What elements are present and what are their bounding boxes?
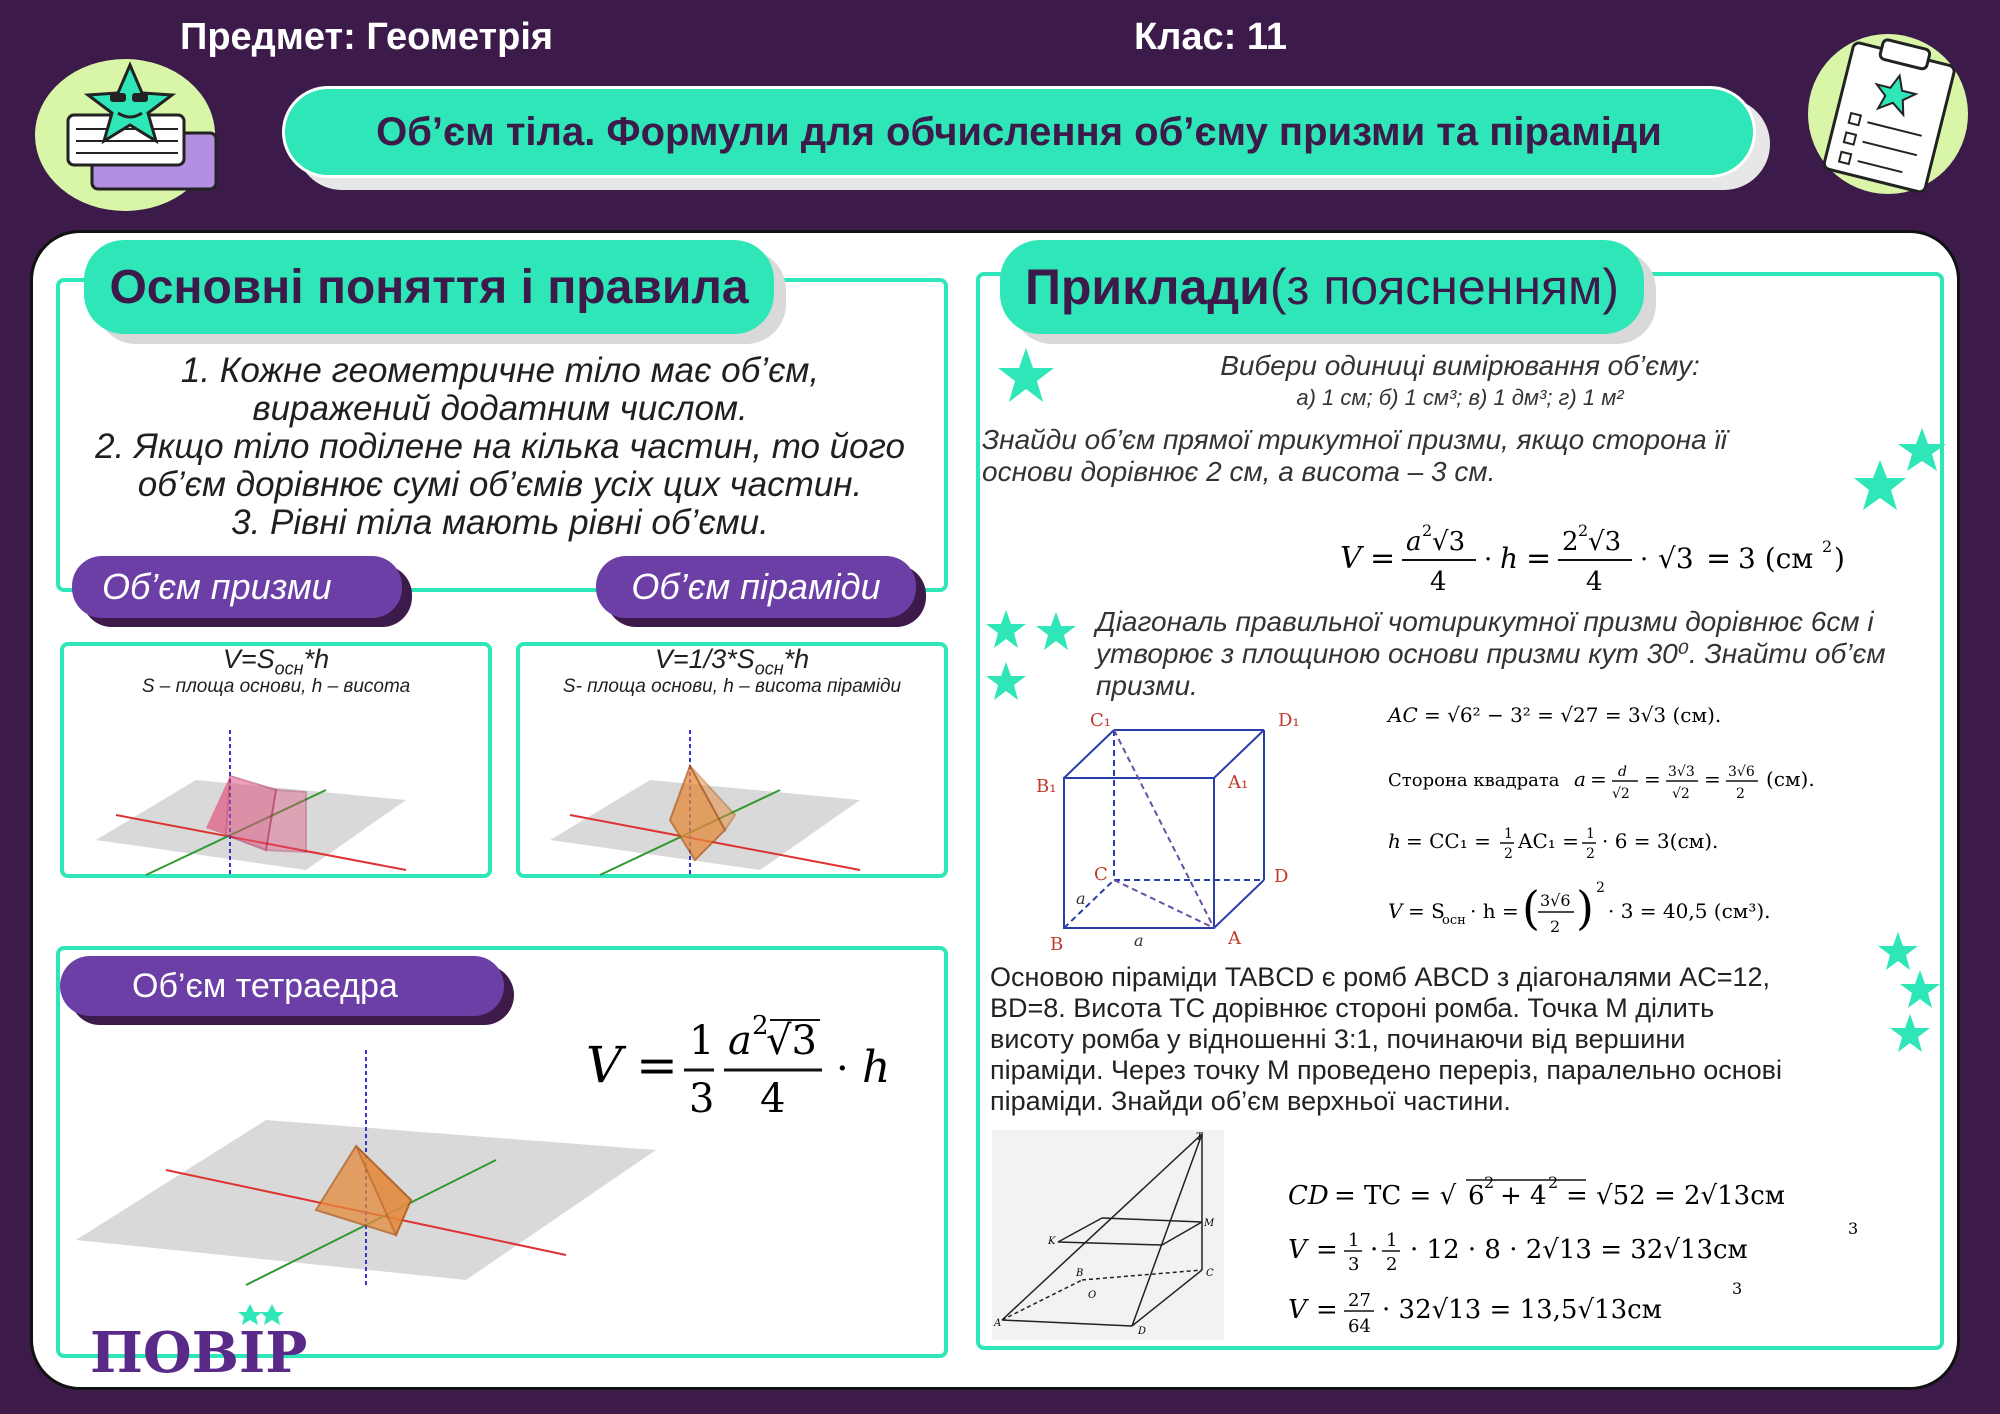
ex2-formula (1340, 510, 1860, 605)
svg-text:O: O (1088, 1290, 1097, 1301)
svg-text:2: 2 (1386, 1254, 1398, 1275)
pyramid-label: Об’єм піраміди (596, 556, 916, 618)
svg-text:2: 2 (1422, 521, 1433, 540)
svg-text:=: = (1644, 767, 1661, 791)
svg-text:= TC = √: = TC = √ (1334, 1181, 1457, 1211)
svg-text:· 32√13 = 13,5√13см: · 32√13 = 13,5√13см (1382, 1295, 1662, 1325)
rule-line: виражений додатним числом. (252, 389, 748, 428)
svg-text:B: B (1076, 1268, 1084, 1279)
svg-text:=: = (1704, 767, 1721, 791)
svg-text:T: T (1196, 1132, 1203, 1143)
svg-text:= CC₁ =: = CC₁ = (1406, 829, 1491, 853)
svg-text:1: 1 (1386, 1230, 1398, 1251)
svg-text:2: 2 (1550, 917, 1561, 936)
ex2-text (982, 424, 1862, 488)
svg-text:A: A (994, 1318, 1002, 1329)
svg-text:AC: AC (1388, 703, 1418, 727)
prism-label: Об’єм призми (72, 556, 402, 618)
ex3-cube-figure (1034, 708, 1324, 963)
ex3-step2-label: Сторона квадрата (1388, 770, 1560, 791)
svg-text:V: V (1288, 1235, 1307, 1265)
svg-text:+ 4: + 4 (1500, 1181, 1547, 1211)
svg-text:1: 1 (1586, 826, 1595, 842)
svg-text:3: 3 (689, 1076, 715, 1122)
svg-text:=: = (1316, 1235, 1338, 1265)
examples-heading-bold: Приклади (1024, 259, 1270, 315)
svg-text:V: V (586, 1036, 623, 1094)
svg-text:3√3: 3√3 (1668, 764, 1695, 780)
svg-text:осн: осн (1442, 913, 1466, 928)
svg-text:h: h (1388, 829, 1401, 853)
povir-logo (90, 1300, 320, 1380)
svg-text:· 12 · 8 · 2√13 = 32√13см: · 12 · 8 · 2√13 = 32√13см (1410, 1235, 1748, 1265)
vertex-label: A (1228, 928, 1241, 949)
svg-text:= √6² − 3² = √27 = 3√3 (см).: = √6² − 3² = √27 = 3√3 (см). (1424, 703, 1722, 727)
svg-text:a: a (1406, 527, 1422, 557)
vertex-label: D (1274, 866, 1289, 887)
rule-line: 1. Кожне геометричне тіло має об’єм, (180, 351, 820, 390)
svg-text:· h =: · h = (1470, 899, 1519, 923)
ex4-solution (1286, 1168, 1886, 1353)
svg-text:2: 2 (1504, 846, 1513, 862)
rule-line: об’єм дорівнює сумі об’ємів усіх цих частин. (137, 465, 863, 504)
edge-label: a (1134, 931, 1144, 950)
svg-text:√2: √2 (1612, 786, 1630, 802)
grade-label: Клас: 11 (1134, 16, 1287, 58)
prism-formula-sub: осн (274, 658, 304, 679)
svg-text:1: 1 (1348, 1230, 1360, 1251)
vertex-label: A₁ (1228, 772, 1249, 793)
pyramid-formula-v: V=1/3*S (654, 644, 755, 674)
page-title: Об’єм тіла. Формули для обчислення об’єму призми та піраміди (282, 86, 1756, 178)
pyramid-3d-figure (540, 720, 880, 885)
svg-text:4: 4 (1430, 567, 1447, 597)
ex4-line: Основою піраміди TABCD є ромб ABCD з діагоналями AC=12, (990, 962, 1771, 992)
pyramid-note: S- площа основи, h – висота піраміди (562, 676, 902, 697)
svg-text:3: 3 (1348, 1254, 1360, 1275)
svg-text:1: 1 (689, 1018, 715, 1064)
svg-text:D: D (1138, 1326, 1147, 1337)
stars-cluster-icon (1868, 930, 1958, 1060)
svg-text:V: V (1288, 1295, 1307, 1325)
svg-text:K: K (1048, 1236, 1056, 1247)
svg-text:√3: √3 (766, 1018, 817, 1064)
ex4-text (990, 962, 1870, 1117)
clipboard-illustration (1800, 22, 1970, 202)
ex4-line: піраміди. Через точку M проведено переріз, паралельно основі (990, 1055, 1783, 1085)
svg-text:=: = (1370, 541, 1396, 576)
svg-text:4: 4 (1586, 567, 1603, 597)
ex2-line: основи дорівнює 2 см, а висота – 3 см. (982, 456, 1496, 487)
ex4-line: піраміди. Знайди об’єм верхньої частини. (990, 1086, 1511, 1116)
ex3-text (1096, 606, 1916, 702)
pyramid-formula-sub: осн (754, 658, 784, 679)
ex3-line: призми. (1096, 670, 1198, 701)
svg-text:V: V (1388, 899, 1403, 923)
svg-text:·: · (1370, 1235, 1379, 1265)
svg-text:2: 2 (1586, 846, 1595, 862)
ex1-question: Вибери одиниці вимірювання об’єму: (1220, 350, 1700, 381)
svg-text:2: 2 (1484, 1173, 1495, 1192)
svg-text:V: V (1340, 541, 1362, 576)
svg-text:3√6: 3√6 (1540, 891, 1571, 910)
prism-formula-v: V=S (222, 644, 275, 674)
svg-text:2: 2 (1562, 527, 1579, 557)
vertex-label: B (1050, 934, 1064, 955)
svg-text:2: 2 (1736, 786, 1745, 802)
rule-line: 3. Рівні тіла мають рівні об’єми. (231, 503, 769, 542)
tetra-label: Об’єм тетраедра (60, 956, 504, 1016)
svg-text:·: · (1640, 545, 1649, 575)
prism-note: S – площа основи, h – висота (141, 676, 411, 697)
svg-text:=: = (1706, 541, 1732, 576)
ex4-pyramid-figure (992, 1130, 1224, 1340)
edge-label: a (1076, 889, 1086, 908)
svg-text:· 6 = 3(см).: · 6 = 3(см). (1602, 829, 1719, 853)
prism-formula (60, 644, 492, 679)
svg-text:= S: = S (1408, 899, 1445, 923)
svg-text:3: 3 (1848, 1219, 1859, 1238)
svg-text:h: h (1500, 542, 1519, 575)
vertex-label: D₁ (1278, 710, 1300, 731)
tetra-3d-figure (66, 1040, 666, 1295)
svg-text:=: = (1590, 767, 1607, 791)
svg-text:27: 27 (1348, 1290, 1371, 1311)
tetra-formula (586, 1000, 916, 1145)
svg-text:a: a (1574, 767, 1586, 791)
svg-text:1: 1 (1504, 826, 1513, 842)
svg-text:): ) (1834, 542, 1845, 575)
ex4-line: висоту ромба у відношенні 3:1, починаючи від вершини (990, 1024, 1686, 1054)
svg-text:64: 64 (1348, 1316, 1371, 1337)
svg-text:AC₁ =: AC₁ = (1518, 829, 1579, 853)
svg-text:√3: √3 (1432, 527, 1466, 557)
svg-text:4: 4 (760, 1076, 786, 1122)
svg-text:= √52 = 2√13см: = √52 = 2√13см (1566, 1181, 1785, 1211)
svg-text:CD: CD (1288, 1181, 1329, 1211)
svg-text:C: C (1206, 1268, 1214, 1279)
svg-text:√3: √3 (1588, 527, 1622, 557)
svg-text:2: 2 (1596, 880, 1605, 896)
svg-text:2: 2 (752, 1011, 769, 1041)
svg-text:d: d (1618, 764, 1627, 780)
svg-text:h: h (862, 1042, 891, 1093)
svg-text:2: 2 (1822, 537, 1833, 556)
examples-heading (1000, 240, 1644, 334)
stars-cluster-icon (984, 608, 1084, 708)
examples-heading-rest: (з поясненням) (1269, 259, 1620, 315)
svg-text:2: 2 (1578, 521, 1589, 540)
stars-cluster-icon (1852, 426, 1952, 516)
vertex-label: C₁ (1090, 710, 1111, 731)
pyramid-formula (516, 644, 948, 679)
books-illustration (30, 55, 220, 215)
prism-formula-tail: *h (303, 644, 330, 674)
svg-text:3: 3 (1732, 1279, 1743, 1298)
svg-text:(см).: (см). (1766, 767, 1815, 791)
vertex-label: B₁ (1036, 776, 1057, 797)
svg-text:√3: √3 (1658, 542, 1694, 575)
rules-heading: Основні поняття і правила (84, 240, 774, 334)
ex1-options: а) 1 см; б) 1 см³; в) 1 дм³; г) 1 м² (1296, 385, 1624, 410)
svg-text:3 (см: 3 (см (1738, 542, 1814, 575)
svg-text:(: ( (1522, 881, 1540, 935)
svg-text:·: · (1484, 545, 1493, 575)
svg-text:· 3 = 40,5 (см³).: · 3 = 40,5 (см³). (1608, 899, 1771, 923)
ex3-line: утворює з площиною основи призми кут 30⁰. Знайти об’єм (1096, 638, 1886, 669)
subject-label: Предмет: Геометрія (180, 16, 554, 58)
svg-text:√2: √2 (1672, 786, 1690, 802)
vertex-label: C (1094, 864, 1108, 885)
svg-text:=: = (1316, 1295, 1338, 1325)
svg-text:=: = (1526, 541, 1552, 576)
rule-line: 2. Якщо тіло поділене на кілька частин, то його (95, 427, 905, 466)
ex4-line: BD=8. Висота TC дорівнює стороні ромба. Точка M ділить (990, 993, 1715, 1023)
pyramid-formula-tail: *h (783, 644, 810, 674)
star-icon (996, 346, 1056, 406)
svg-text:3√6: 3√6 (1728, 764, 1755, 780)
svg-text:=: = (636, 1036, 678, 1094)
rules-list (60, 352, 940, 542)
svg-text:·: · (836, 1046, 849, 1092)
logo-text: ПОВІР (90, 1320, 308, 1380)
ex3-line: Діагональ правильної чотирикутної призми дорівнює 6см і (1096, 606, 1874, 637)
ex3-solution (1386, 692, 1866, 957)
prism-3d-figure (76, 720, 416, 885)
svg-text:a: a (728, 1018, 752, 1064)
svg-text:M: M (1204, 1218, 1215, 1229)
svg-text:): ) (1576, 881, 1594, 935)
ex2-line: Знайди об’єм прямої трикутної призми, якщо сторона її (982, 424, 1727, 455)
svg-text:2: 2 (1548, 1173, 1559, 1192)
svg-text:6: 6 (1468, 1181, 1485, 1211)
